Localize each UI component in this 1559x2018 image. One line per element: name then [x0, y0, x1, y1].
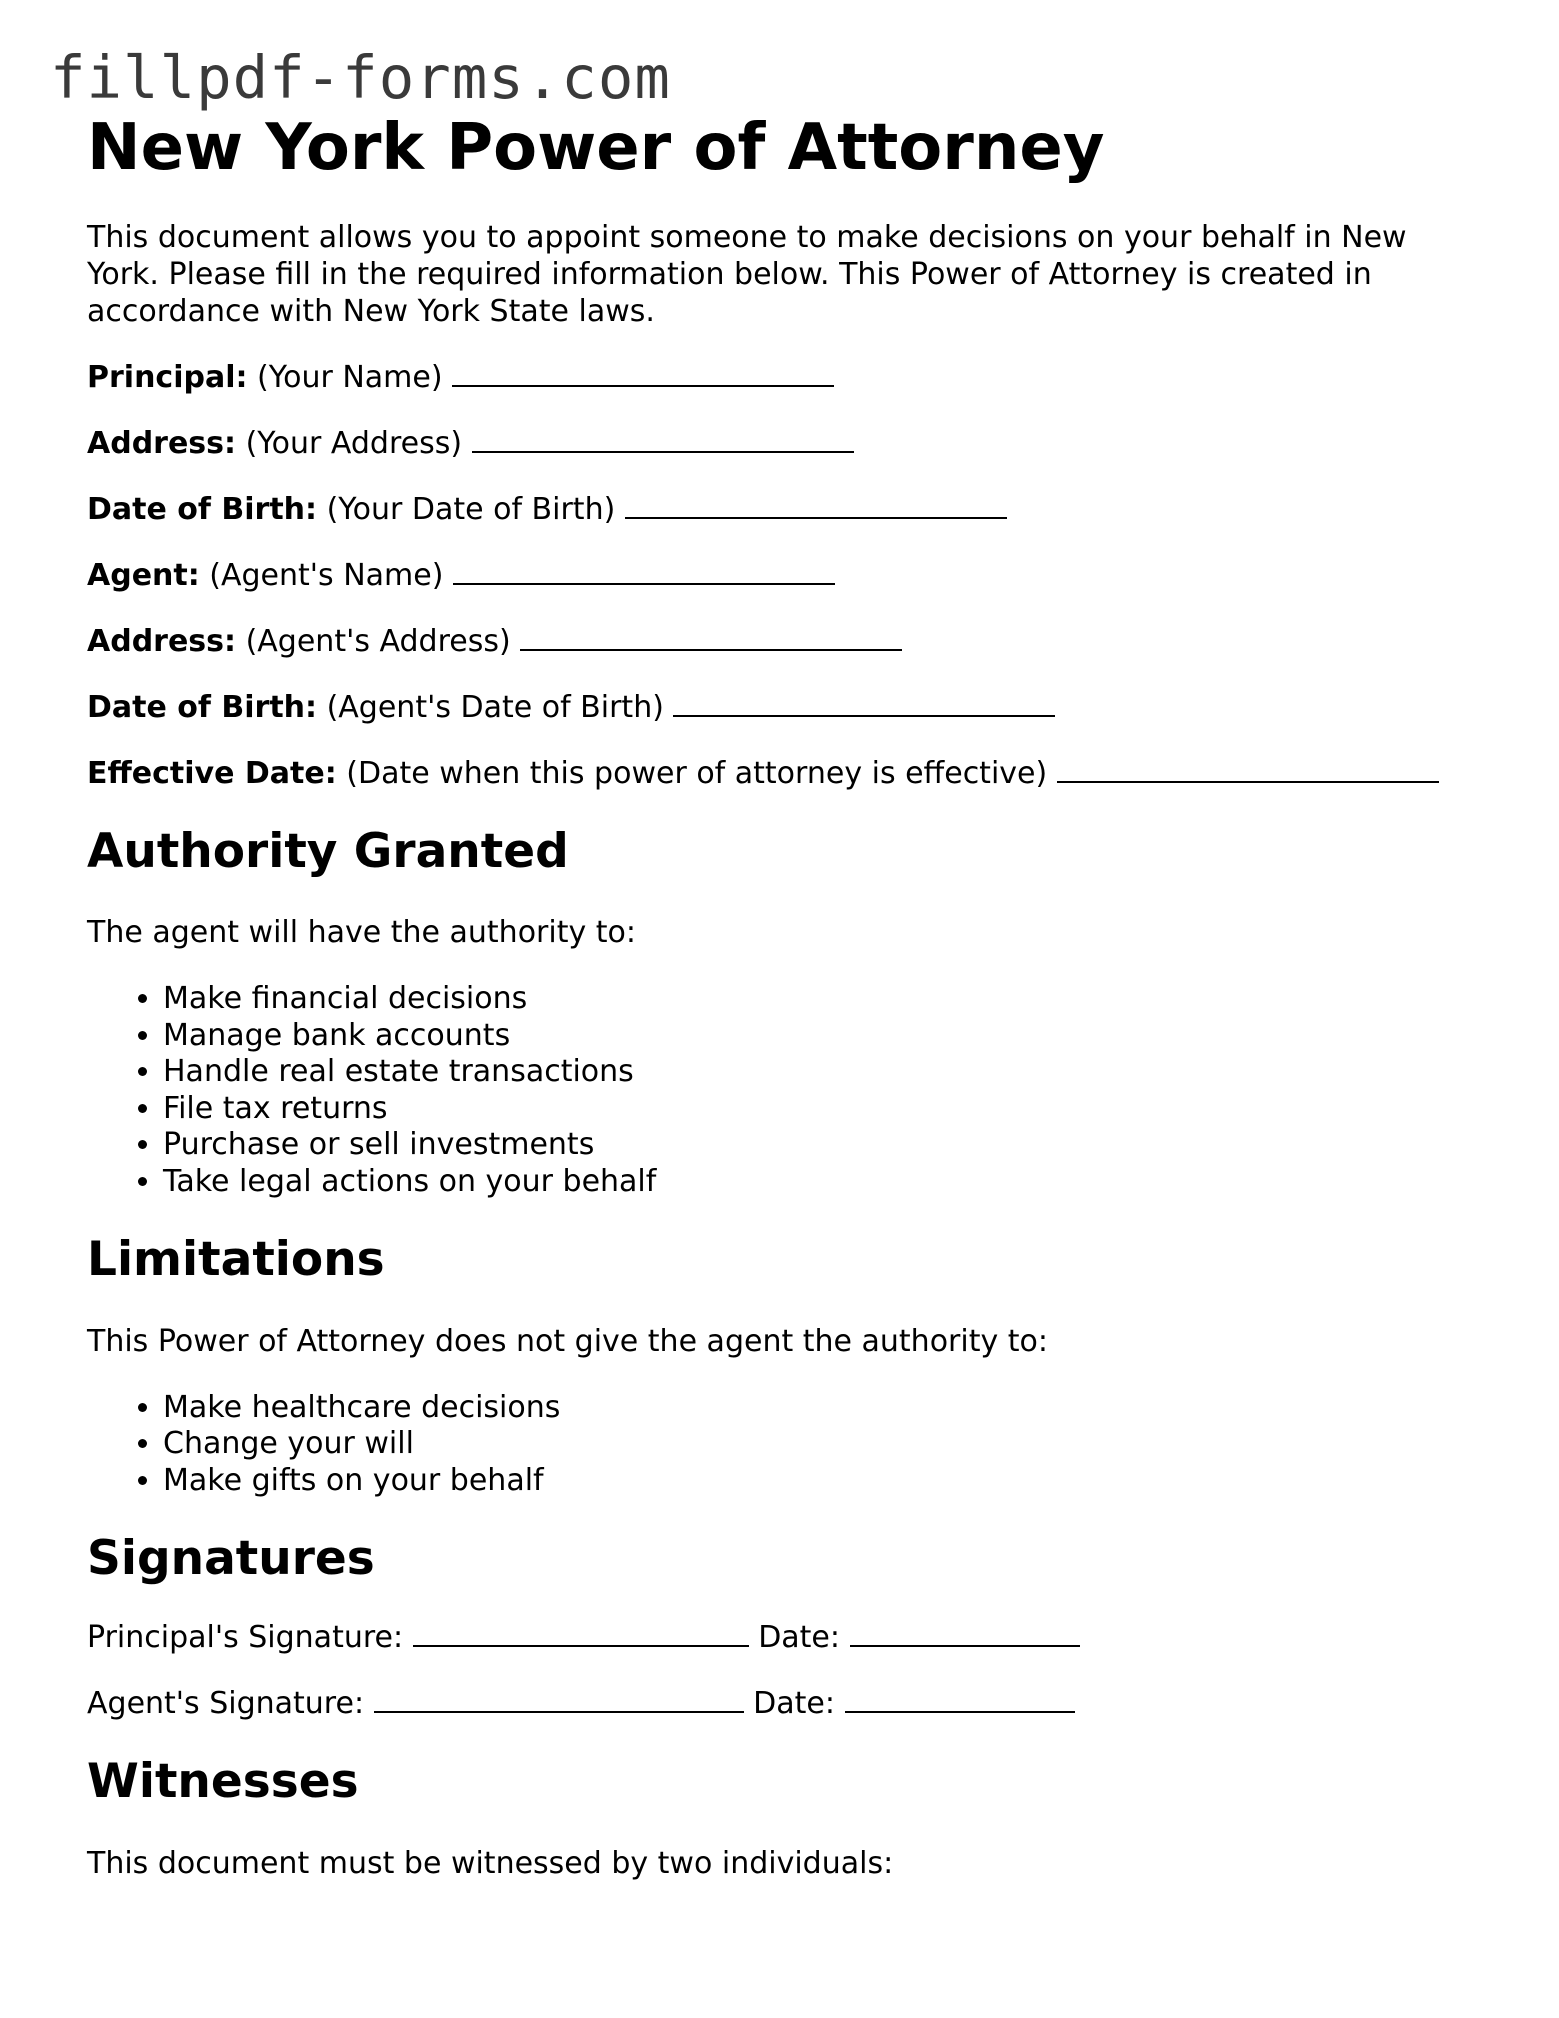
list-item: • Make gifts on your behalf [163, 1463, 1487, 1500]
field-label: Date of Birth: [87, 689, 318, 725]
field-hint: (Your Date of Birth) [326, 491, 616, 527]
field-hint: (Your Address) [245, 425, 463, 461]
field-hint: (Your Name) [257, 359, 443, 395]
principal-address-blank[interactable] [472, 425, 854, 453]
principal-address-field [87, 425, 1487, 462]
list-item: • File tax returns [163, 1091, 1487, 1128]
list-item: • Purchase or sell investments [163, 1127, 1487, 1164]
agent-dob-field [87, 689, 1487, 726]
field-label: Principal: [87, 359, 248, 395]
agent-name-field [87, 557, 1487, 594]
effective-date-blank[interactable] [1057, 755, 1439, 783]
witnesses-heading: Witnesses [87, 1754, 359, 1810]
principal-name-field [87, 359, 1487, 396]
field-label: Address: [87, 623, 237, 659]
agent-name-blank[interactable] [453, 557, 835, 585]
field-hint: (Agent's Name) [209, 557, 444, 593]
authority-list [87, 981, 1487, 1200]
agent-date-blank[interactable] [845, 1685, 1075, 1713]
principal-name-blank[interactable] [452, 359, 834, 387]
effective-date-field [87, 755, 1487, 792]
field-label: Effective Date: [87, 755, 337, 791]
agent-signature-blank[interactable] [374, 1685, 744, 1713]
witnesses-intro: This document must be witnessed by two individuals: [87, 1845, 894, 1881]
list-item: • Take legal actions on your behalf [163, 1164, 1487, 1201]
field-label: Agent: [87, 557, 200, 593]
list-item: • Manage bank accounts [163, 1018, 1487, 1055]
list-item: • Make financial decisions [163, 981, 1487, 1018]
list-item: • Change your will [163, 1426, 1487, 1463]
document-page [87, 110, 1487, 1882]
watermark: fillpdf-forms.com [50, 43, 671, 112]
field-hint: (Agent's Address) [245, 623, 511, 659]
date-label: Date: [758, 1620, 840, 1656]
agent-dob-blank[interactable] [673, 689, 1055, 717]
agent-signature-line [87, 1685, 1487, 1722]
agent-address-field [87, 623, 1487, 660]
field-hint: (Agent's Date of Birth) [326, 689, 664, 725]
signature-label: Agent's Signature: [87, 1686, 365, 1722]
list-item: • Handle real estate transactions [163, 1054, 1487, 1091]
principal-dob-blank[interactable] [625, 491, 1007, 519]
signatures-heading: Signatures [87, 1531, 375, 1587]
authority-heading: Authority Granted [87, 823, 569, 879]
limitations-heading: Limitations [87, 1232, 385, 1288]
agent-address-blank[interactable] [520, 623, 902, 651]
signature-label: Principal's Signature: [87, 1620, 404, 1656]
principal-dob-field [87, 491, 1487, 528]
field-label: Address: [87, 425, 237, 461]
list-item: • Make healthcare decisions [163, 1390, 1487, 1427]
document-title: New York Power of Attorney [87, 111, 1105, 185]
authority-intro: The agent will have the authority to: [87, 915, 636, 951]
limitations-list [87, 1390, 1487, 1500]
date-label: Date: [753, 1686, 835, 1722]
intro-paragraph: This document allows you to appoint someone to make decisions on your behalf in New York. Please fill in the required information below. This Power of Attorney is created in accordance with New York State laws. [87, 219, 1407, 329]
principal-signature-blank[interactable] [413, 1619, 749, 1647]
field-hint: (Date when this power of attorney is effective) [346, 755, 1048, 791]
limitations-intro: This Power of Attorney does not give the agent the authority to: [87, 1323, 1048, 1359]
field-label: Date of Birth: [87, 491, 318, 527]
principal-date-blank[interactable] [850, 1619, 1080, 1647]
principal-signature-line [87, 1619, 1487, 1656]
